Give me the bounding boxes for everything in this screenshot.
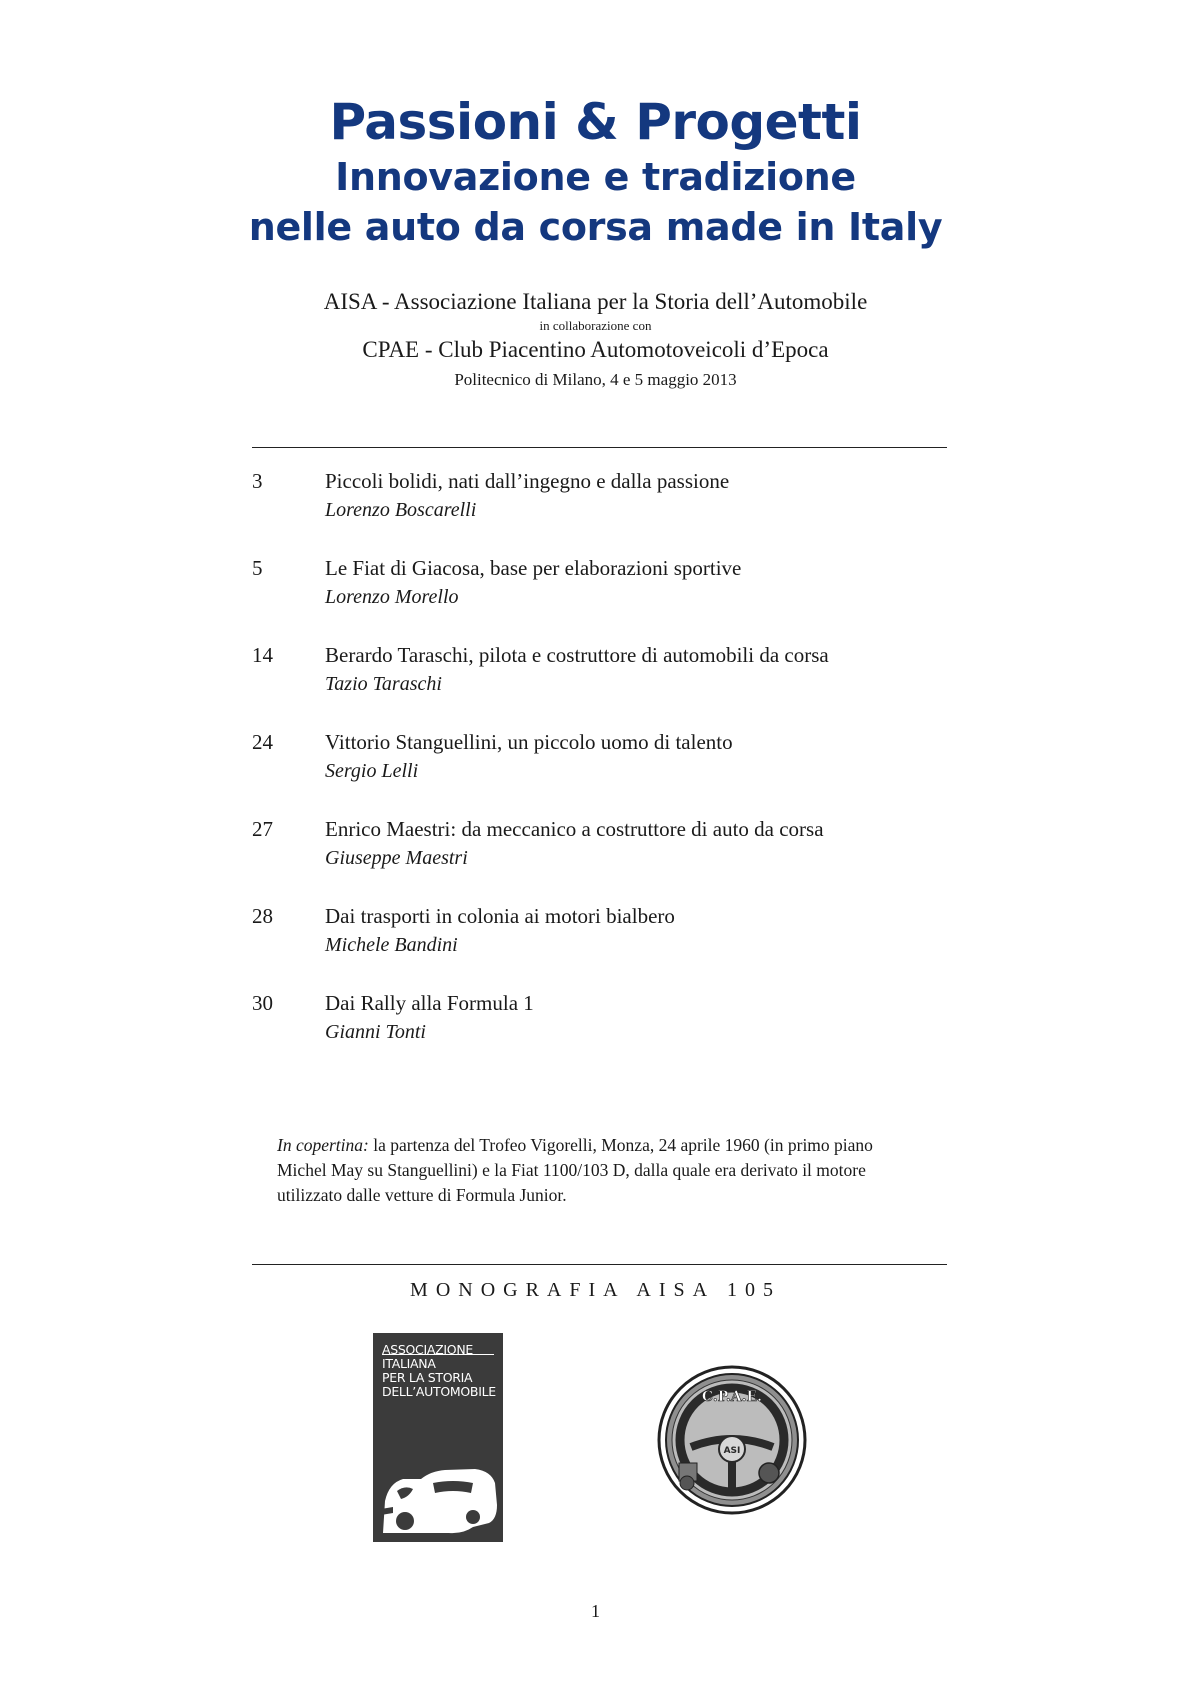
table-of-contents xyxy=(252,467,947,1076)
toc-title: Enrico Maestri: da meccanico a costruttore di auto da corsa xyxy=(325,817,824,841)
toc-page-number: 27 xyxy=(252,817,273,841)
toc-author: Lorenzo Morello xyxy=(325,586,459,608)
bottom-divider xyxy=(252,1264,947,1265)
caption-line-3: utilizzato dalle vetture di Formula Junior. xyxy=(277,1185,567,1205)
toc-entry[interactable] xyxy=(252,641,947,728)
toc-entry[interactable] xyxy=(252,728,947,815)
toc-title: Piccoli bolidi, nati dall’ingegno e dalla passione xyxy=(325,469,730,493)
toc-page-number: 30 xyxy=(252,991,273,1015)
caption-label: In copertina: xyxy=(277,1135,369,1155)
toc-page-number: 14 xyxy=(252,643,273,667)
toc-title: Dai Rally alla Formula 1 xyxy=(325,991,534,1015)
toc-author: Michele Bandini xyxy=(325,934,458,956)
toc-page-number: 5 xyxy=(252,556,263,580)
subtitle-line-2: nelle auto da corsa made in Italy xyxy=(248,205,943,249)
subtitle-line-1: Innovazione e tradizione xyxy=(335,155,856,199)
toc-author: Lorenzo Boscarelli xyxy=(325,499,477,521)
cpae-badge-text: ASI xyxy=(723,1446,741,1456)
cover-caption xyxy=(277,1133,937,1208)
organizer-connector: in collaborazione con xyxy=(539,318,652,333)
toc-author: Gianni Tonti xyxy=(325,1021,426,1043)
organizer-primary: AISA - Associazione Italiana per la Storia dell’Automobile xyxy=(323,289,868,314)
toc-entry[interactable] xyxy=(252,554,947,641)
toc-author: Tazio Taraschi xyxy=(325,673,442,695)
aisa-logo-text: ASSOCIAZIONE ITALIANA PER LA STORIA DELL’AUTOMOBILE xyxy=(382,1342,496,1399)
toc-title: Le Fiat di Giacosa, base per elaborazioni sportive xyxy=(325,556,742,580)
toc-entry[interactable] xyxy=(252,815,947,902)
vintage-car-icon xyxy=(373,1333,503,1542)
caption-text-1: la partenza del Trofeo Vigorelli, Monza, 24 aprile 1960 (in primo piano xyxy=(368,1135,873,1155)
toc-entry[interactable] xyxy=(252,467,947,554)
toc-page-number: 24 xyxy=(252,730,273,754)
toc-entry[interactable] xyxy=(252,989,947,1076)
caption-line-2: Michel May su Stanguellini) e la Fiat 1100/103 D, dalla quale era derivato il motore xyxy=(277,1160,866,1180)
toc-title: Dai trasporti in colonia ai motori bialbero xyxy=(325,904,675,928)
toc-author: Sergio Lelli xyxy=(325,760,419,782)
page-title: Passioni & Progetti xyxy=(329,93,862,151)
series-label: MONOGRAFIA AISA 105 xyxy=(410,1279,781,1301)
toc-author: Giuseppe Maestri xyxy=(325,847,468,869)
cpae-logo xyxy=(657,1365,807,1515)
aisa-logo xyxy=(373,1333,503,1542)
toc-entry[interactable] xyxy=(252,902,947,989)
organizers-block xyxy=(0,287,1191,393)
top-divider xyxy=(252,447,947,448)
caption-line-1 xyxy=(277,1133,937,1158)
toc-page-number: 3 xyxy=(252,469,263,493)
venue-date: Politecnico di Milano, 4 e 5 maggio 2013 xyxy=(454,370,737,389)
organizer-partner: CPAE - Club Piacentino Automotoveicoli d’Epoca xyxy=(362,337,829,362)
page-number: 1 xyxy=(591,1601,600,1621)
toc-title: Vittorio Stanguellini, un piccolo uomo di talento xyxy=(325,730,733,754)
toc-title: Berardo Taraschi, pilota e costruttore di automobili da corsa xyxy=(325,643,829,667)
cpae-acronym: C.P.A.E. xyxy=(701,1389,763,1405)
toc-page-number: 28 xyxy=(252,904,273,928)
title-block xyxy=(0,92,1191,252)
